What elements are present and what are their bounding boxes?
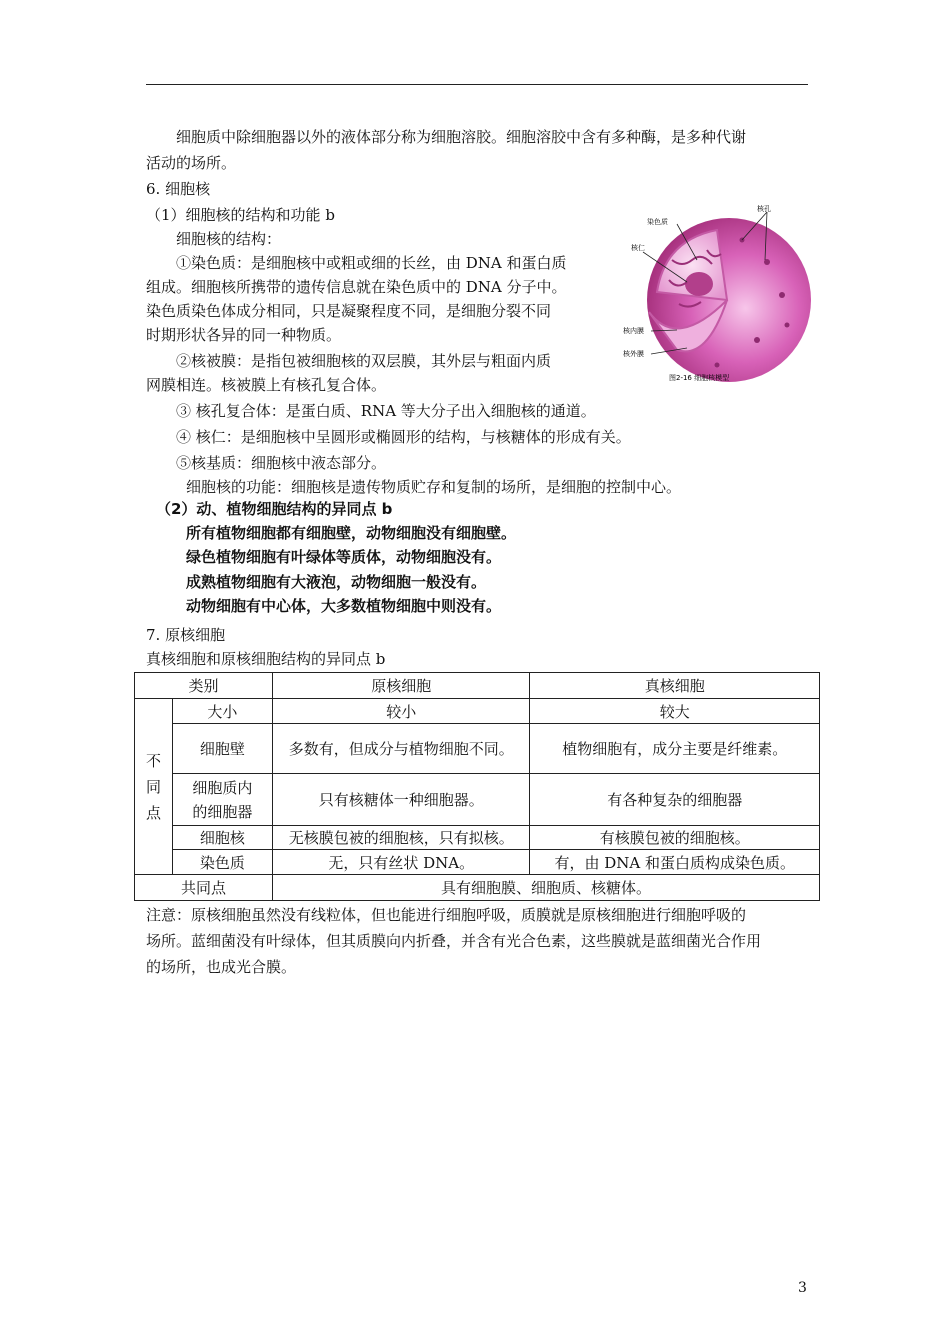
row-name: 细胞壁	[172, 724, 272, 774]
table-common-row	[135, 875, 820, 901]
nucleus-sphere	[647, 218, 811, 382]
section-7-title: 7. 原核细胞	[146, 626, 226, 644]
item-4: ④ 核仁：是细胞核中呈圆形或椭圆形的结构，与核糖体的形成有关。	[176, 428, 631, 446]
row-prokaryote: 较小	[272, 699, 530, 724]
item-5: ⑤核基质：细胞核中液态部分。	[176, 454, 387, 472]
page-number: 3	[798, 1280, 807, 1296]
table-row	[135, 774, 820, 826]
section-6-sub-2: （2）动、植物细胞结构的异同点 b	[156, 500, 393, 518]
nucleus-illustration	[617, 200, 812, 392]
row-prokaryote: 多数有，但成分与植物细胞不同。	[272, 724, 530, 774]
row-eukaryote: 植物细胞有，成分主要是纤维素。	[530, 724, 820, 774]
item-1-line-1: ①染色质：是细胞核中或粗或细的长丝，由 DNA 和蛋白质	[176, 254, 567, 272]
item-3: ③ 核孔复合体：是蛋白质、RNA 等大分子出入细胞核的通道。	[176, 402, 596, 420]
common-value: 具有细胞膜、细胞质、核糖体。	[272, 875, 819, 901]
intro-line-2: 活动的场所。	[146, 154, 237, 172]
row-eukaryote: 有各种复杂的细胞器	[530, 774, 820, 826]
label-chromatin: 染色质	[647, 218, 668, 226]
header-category: 类别	[135, 673, 273, 699]
table-row	[135, 826, 820, 850]
row-prokaryote: 只有核糖体一种细胞器。	[272, 774, 530, 826]
row-name: 染色质	[172, 850, 272, 875]
note-line-2: 场所。蓝细菌没有叶绿体，但其质膜向内折叠，并含有光合色素，这些膜就是蓝细菌光合作用	[146, 932, 762, 950]
label-outer-membrane: 核外膜	[623, 350, 644, 358]
item-1-line-4: 时期形状各异的同一种物质。	[146, 326, 342, 344]
row-eukaryote: 较大	[530, 699, 820, 724]
nucleolus-shape	[685, 272, 713, 296]
nucleus-function: 细胞核的功能：细胞核是遗传物质贮存和复制的场所，是细胞的控制中心。	[186, 478, 682, 496]
figure-caption: 图2-16 细胞核模型	[669, 374, 730, 382]
item-2-line-1: ②核被膜：是指包被细胞核的双层膜，其外层与粗面内质	[176, 352, 552, 370]
row-eukaryote: 有核膜包被的细胞核。	[530, 826, 820, 850]
comparison-table	[134, 672, 820, 901]
structure-label: 细胞核的结构：	[176, 230, 282, 248]
label-pore: 核孔	[757, 205, 771, 213]
difference-2: 绿色植物细胞有叶绿体等质体，动物细胞没有。	[186, 548, 502, 566]
intro-line-1: 细胞质中除细胞器以外的液体部分称为细胞溶胶。细胞溶胶中含有多种酶，是多种代谢	[176, 128, 747, 146]
row-prokaryote: 无核膜包被的细胞核，只有拟核。	[272, 826, 530, 850]
section-6-sub-1: （1）细胞核的结构和功能 b	[146, 206, 335, 224]
table-row	[135, 724, 820, 774]
header-rule	[146, 84, 808, 85]
table-header-row	[135, 673, 820, 699]
header-eukaryote: 真核细胞	[530, 673, 820, 699]
item-2-line-2: 网膜相连。核被膜上有核孔复合体。	[146, 376, 387, 394]
row-name: 细胞质内的细胞器	[172, 774, 272, 826]
row-name: 大小	[172, 699, 272, 724]
label-nucleolus: 核仁	[631, 244, 645, 252]
difference-1: 所有植物细胞都有细胞壁，动物细胞没有细胞壁。	[186, 524, 517, 542]
differences-label: 不同点	[135, 699, 173, 875]
note-line-3: 的场所，也成光合膜。	[146, 958, 297, 976]
table-row	[135, 699, 820, 724]
difference-4: 动物细胞有中心体，大多数植物细胞中则没有。	[186, 597, 502, 615]
table-row	[135, 850, 820, 875]
header-prokaryote: 原核细胞	[272, 673, 530, 699]
difference-3: 成熟植物细胞有大液泡，动物细胞一般没有。	[186, 573, 487, 591]
note-line-1: 注意：原核细胞虽然没有线粒体，但也能进行细胞呼吸，质膜就是原核细胞进行细胞呼吸的	[146, 906, 747, 924]
label-inner-membrane: 核内膜	[623, 327, 644, 335]
section-7-sub: 真核细胞和原核细胞结构的异同点 b	[146, 650, 386, 668]
section-6-title: 6. 细胞核	[146, 180, 211, 198]
row-eukaryote: 有，由 DNA 和蛋白质构成染色质。	[530, 850, 820, 875]
common-label: 共同点	[135, 875, 273, 901]
item-1-line-3: 染色质染色体成分相同，只是凝聚程度不同，是细胞分裂不同	[146, 302, 552, 320]
row-name: 细胞核	[172, 826, 272, 850]
nucleus-model-figure	[617, 200, 812, 392]
item-1-line-2: 组成。细胞核所携带的遗传信息就在染色质中的 DNA 分子中。	[146, 278, 567, 296]
row-prokaryote: 无，只有丝状 DNA。	[272, 850, 530, 875]
